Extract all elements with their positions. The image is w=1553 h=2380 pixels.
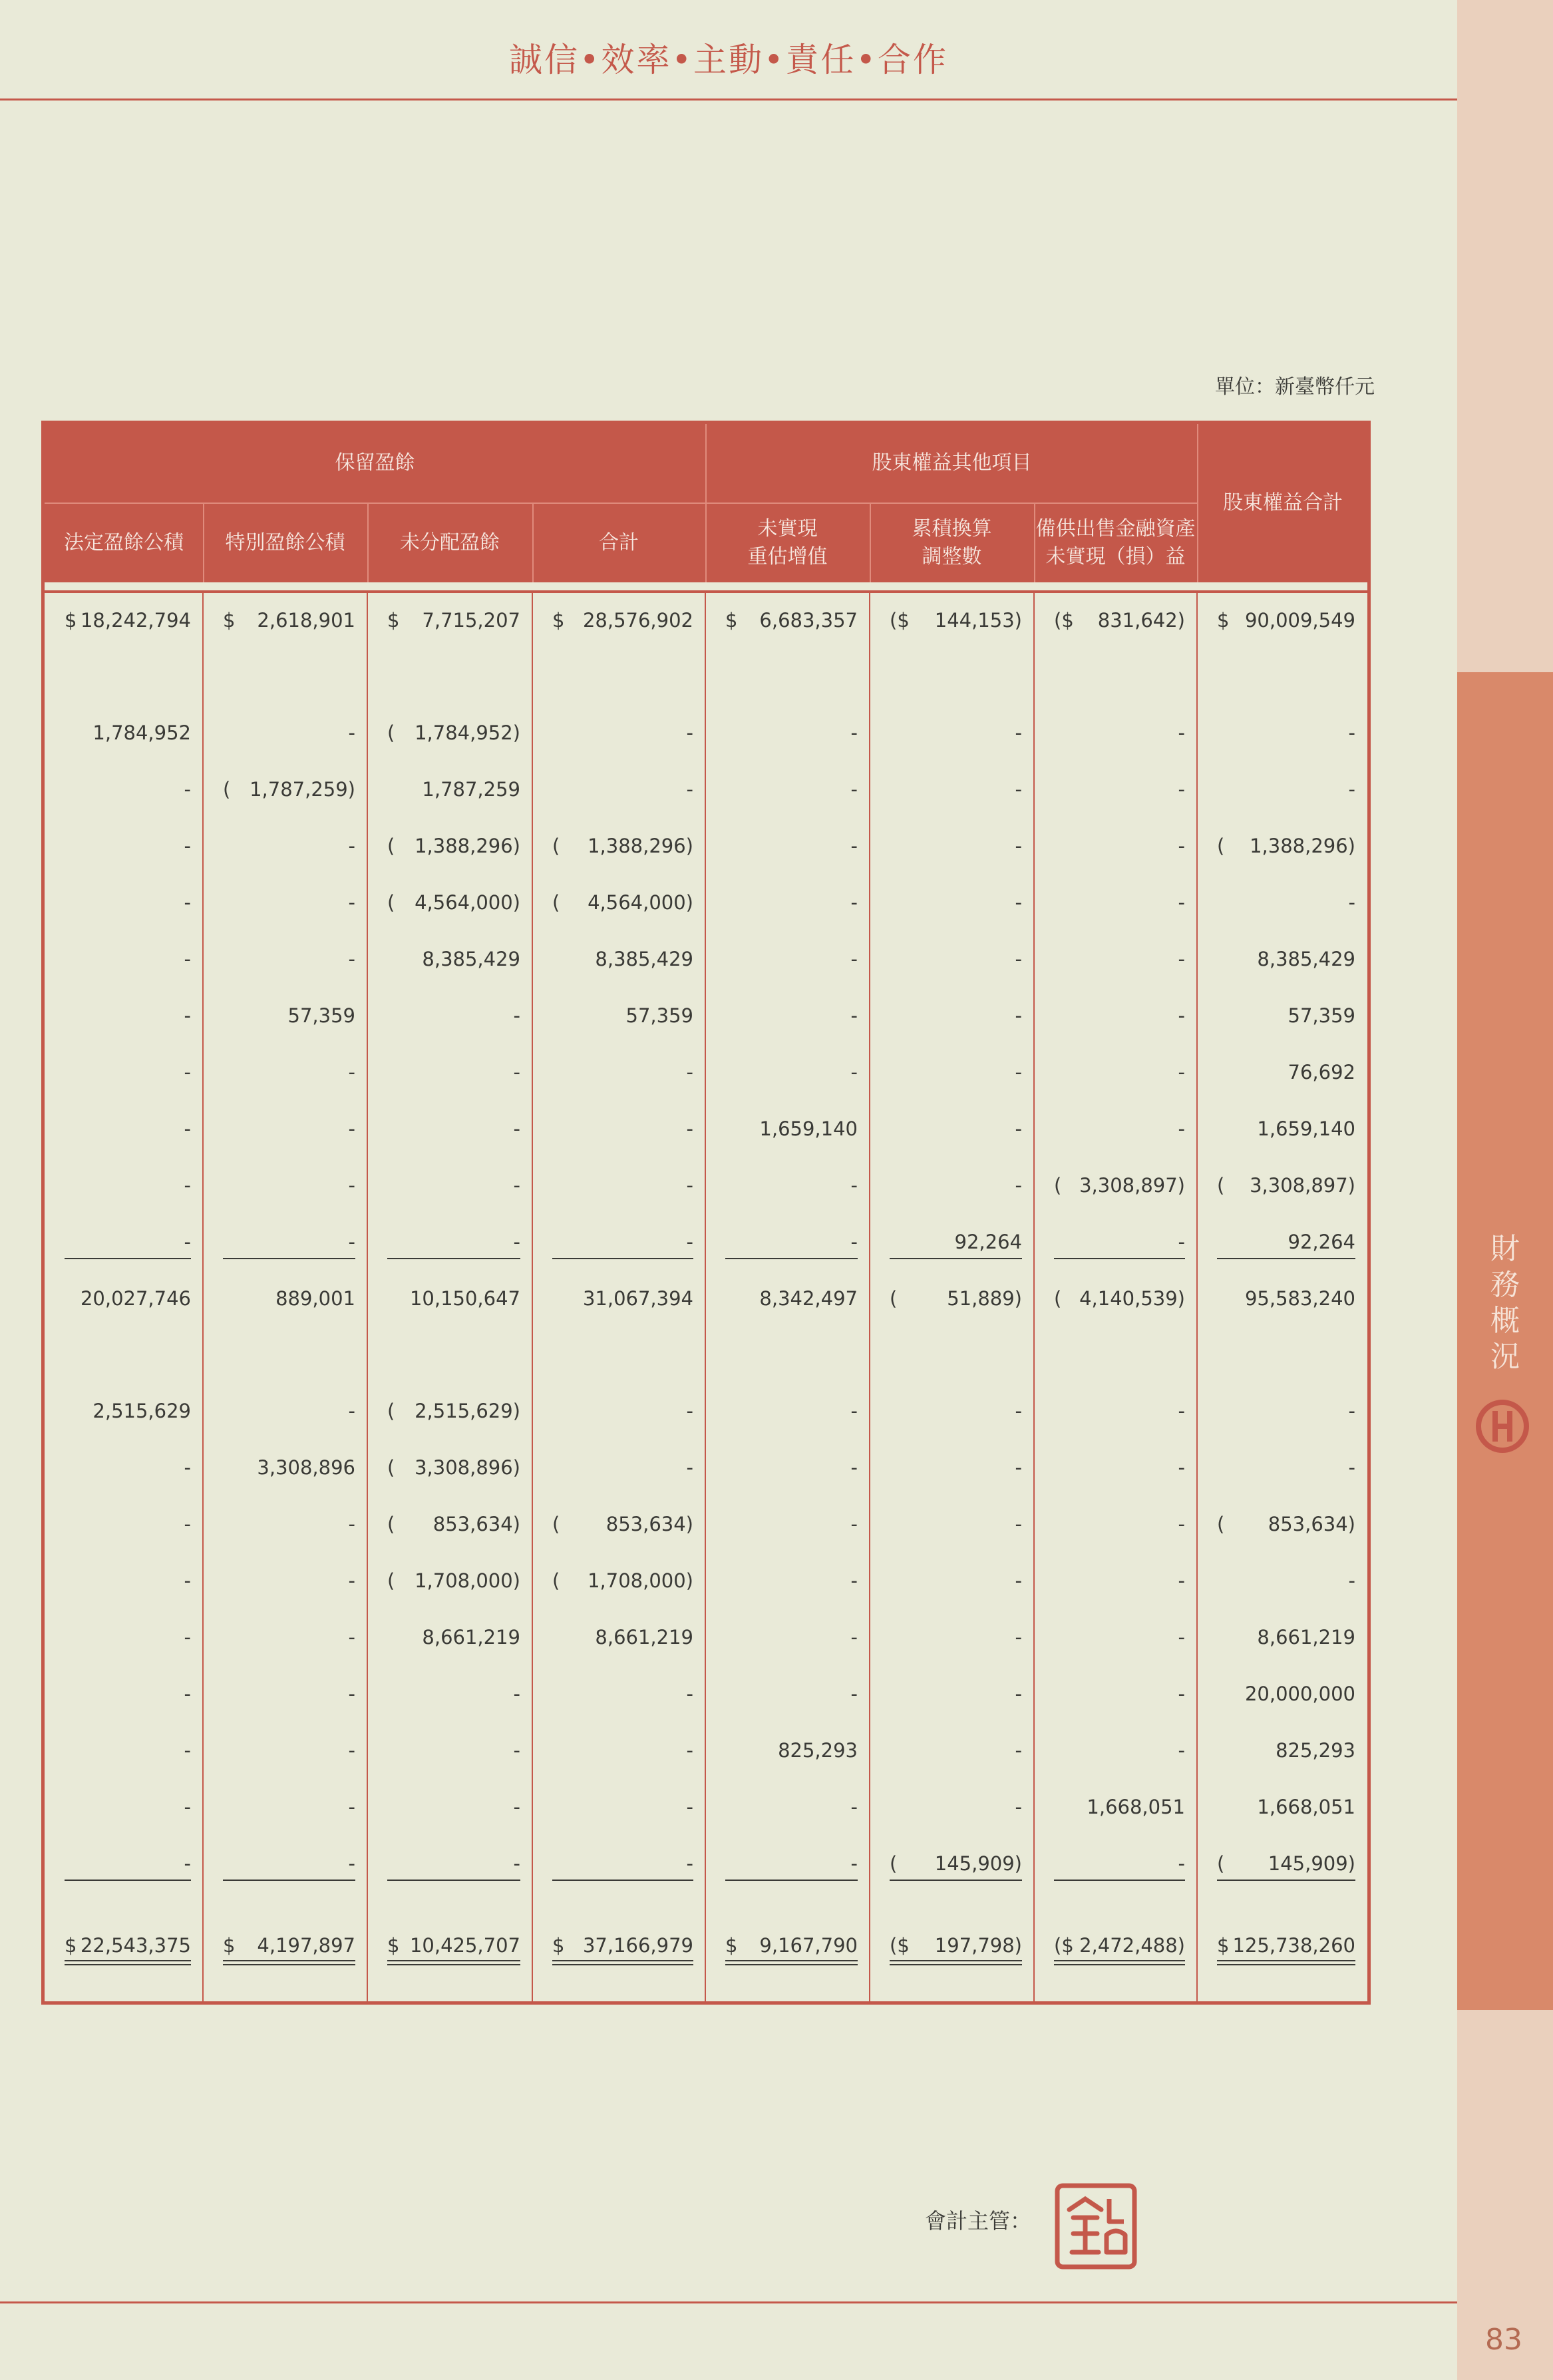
table-row	[45, 1109, 1367, 1149]
cell-equity-total: -	[1348, 778, 1355, 801]
cell-afs-unrealized: -	[1178, 1739, 1185, 1762]
cell-revaluation: -	[850, 1852, 858, 1875]
unit-label: 單位：新臺幣仟元	[1215, 375, 1375, 399]
column-header-retained-total: 合計	[599, 531, 639, 554]
cell-legal-reserve: -	[184, 1796, 191, 1818]
table-row	[45, 1165, 1367, 1205]
cell-legal-reserve: $ 22,543,375	[65, 1934, 191, 1957]
cell-special-reserve: 57,359	[287, 1004, 355, 1027]
column-header-translation: 累積換算 調整數	[912, 517, 992, 568]
cell-special-reserve: ( 1,787,259)	[223, 778, 355, 801]
cell-legal-reserve: -	[184, 1174, 191, 1197]
cell-translation: -	[1015, 1796, 1022, 1818]
table-row	[45, 713, 1367, 753]
cell-revaluation: $ 9,167,790	[725, 1934, 858, 1957]
cell-afs-unrealized: -	[1178, 1061, 1185, 1084]
cell-afs-unrealized: ($ 2,472,488)	[1054, 1934, 1185, 1957]
top-rule	[0, 99, 1457, 100]
company-logo-icon	[1474, 1398, 1531, 1455]
table-header	[45, 424, 1367, 582]
cell-legal-reserve: -	[184, 1569, 191, 1592]
cell-afs-unrealized: -	[1178, 1852, 1185, 1875]
cell-equity-total: 825,293	[1276, 1739, 1355, 1762]
cell-special-reserve: -	[348, 1852, 355, 1875]
cell-retained-total: $ 37,166,979	[552, 1934, 693, 1957]
group-header-total: 股東權益合計	[1223, 491, 1343, 514]
cell-retained-total: ( 4,564,000)	[552, 891, 693, 914]
cell-retained-total: 57,359	[625, 1004, 693, 1027]
cell-afs-unrealized: ($ 831,642)	[1054, 609, 1185, 632]
cell-unappropriated: ( 1,784,952)	[387, 721, 520, 744]
cell-equity-total: 1,668,051	[1257, 1796, 1355, 1818]
cell-equity-total: 1,659,140	[1257, 1117, 1355, 1140]
cell-unappropriated: -	[513, 1061, 520, 1084]
cell-translation: 92,264	[954, 1231, 1022, 1253]
cell-translation: ($ 144,153)	[890, 609, 1022, 632]
cell-equity-total: ( 1,388,296)	[1217, 835, 1355, 857]
page-number: 83	[1485, 2323, 1522, 2357]
cell-special-reserve: -	[348, 1174, 355, 1197]
cell-special-reserve: -	[348, 721, 355, 744]
cell-translation: -	[1015, 1739, 1022, 1762]
cell-translation: -	[1015, 891, 1022, 914]
cell-revaluation: -	[850, 1061, 858, 1084]
cell-retained-total: -	[686, 1400, 693, 1422]
cell-retained-total: -	[686, 1796, 693, 1818]
cell-unappropriated: 10,150,647	[409, 1287, 520, 1310]
cell-unappropriated: ( 1,708,000)	[387, 1569, 520, 1592]
cell-special-reserve: -	[348, 1569, 355, 1592]
cell-legal-reserve: -	[184, 1004, 191, 1027]
cell-legal-reserve: -	[184, 1683, 191, 1705]
cell-translation: -	[1015, 1513, 1022, 1535]
official-seal-stamp	[1055, 2183, 1137, 2270]
cell-afs-unrealized: ( 4,140,539)	[1054, 1287, 1185, 1310]
cell-afs-unrealized: ( 3,308,897)	[1054, 1174, 1185, 1197]
cell-translation: -	[1015, 1569, 1022, 1592]
cell-translation: -	[1015, 948, 1022, 970]
cell-legal-reserve: -	[184, 948, 191, 970]
table-row	[45, 1787, 1367, 1827]
cell-retained-total: $ 28,576,902	[552, 609, 693, 632]
cell-translation: -	[1015, 835, 1022, 857]
cell-legal-reserve: -	[184, 1739, 191, 1762]
cell-retained-total: -	[686, 1683, 693, 1705]
cell-legal-reserve: -	[184, 835, 191, 857]
cell-translation: ( 51,889)	[890, 1287, 1022, 1310]
cell-revaluation: -	[850, 1683, 858, 1705]
cell-revaluation: $ 6,683,357	[725, 609, 858, 632]
cell-translation: -	[1015, 1004, 1022, 1027]
cell-retained-total: -	[686, 778, 693, 801]
table-row	[45, 1925, 1367, 1965]
cell-afs-unrealized: -	[1178, 1626, 1185, 1649]
cell-equity-total: 20,000,000	[1244, 1683, 1355, 1705]
table-row	[45, 1561, 1367, 1601]
cell-revaluation: -	[850, 778, 858, 801]
cell-revaluation: -	[850, 1400, 858, 1422]
cell-equity-total: ( 145,909)	[1217, 1852, 1355, 1875]
cell-translation: ($ 197,798)	[890, 1934, 1022, 1957]
cell-revaluation: 1,659,140	[759, 1117, 858, 1140]
table-row	[45, 826, 1367, 866]
cell-equity-total: $ 90,009,549	[1217, 609, 1355, 632]
cell-revaluation: -	[850, 1626, 858, 1649]
cell-equity-total: $ 125,738,260	[1217, 1934, 1355, 1957]
cell-afs-unrealized: -	[1178, 1004, 1185, 1027]
cell-legal-reserve: -	[184, 1513, 191, 1535]
cell-special-reserve: -	[348, 1117, 355, 1140]
cell-equity-total: 57,359	[1288, 1004, 1355, 1027]
cell-afs-unrealized: -	[1178, 778, 1185, 801]
table-row	[45, 1504, 1367, 1544]
cell-legal-reserve: 1,784,952	[92, 721, 191, 744]
cell-afs-unrealized: -	[1178, 1117, 1185, 1140]
cell-afs-unrealized: -	[1178, 1683, 1185, 1705]
cell-unappropriated: $ 10,425,707	[387, 1934, 520, 1957]
group-header-retained: 保留盈餘	[335, 451, 415, 475]
table-row	[45, 1617, 1367, 1657]
cell-legal-reserve: -	[184, 1117, 191, 1140]
cell-retained-total: -	[686, 1117, 693, 1140]
cell-legal-reserve: 20,027,746	[80, 1287, 191, 1310]
page-motto: 誠信•效率•主動•責任•合作	[509, 41, 948, 79]
column-header-unappropriated: 未分配盈餘	[400, 531, 500, 554]
cell-retained-total: 31,067,394	[582, 1287, 693, 1310]
cell-equity-total: -	[1348, 1400, 1355, 1422]
cell-revaluation: -	[850, 1231, 858, 1253]
table-row	[45, 600, 1367, 640]
cell-retained-total: ( 853,634)	[552, 1513, 693, 1535]
cell-retained-total: 8,385,429	[595, 948, 693, 970]
cell-retained-total: -	[686, 1739, 693, 1762]
cell-afs-unrealized: -	[1178, 1231, 1185, 1253]
cell-afs-unrealized: -	[1178, 1513, 1185, 1535]
cell-special-reserve: -	[348, 1400, 355, 1422]
header-divider	[45, 582, 1367, 593]
cell-special-reserve: 889,001	[275, 1287, 355, 1310]
cell-retained-total: -	[686, 1456, 693, 1479]
cell-unappropriated: 8,385,429	[422, 948, 520, 970]
cell-unappropriated: ( 4,564,000)	[387, 891, 520, 914]
cell-equity-total: -	[1348, 891, 1355, 914]
cell-afs-unrealized: 1,668,051	[1087, 1796, 1185, 1818]
cell-translation: -	[1015, 721, 1022, 744]
cell-translation: -	[1015, 1400, 1022, 1422]
cell-retained-total: -	[686, 1852, 693, 1875]
cell-retained-total: -	[686, 1174, 693, 1197]
cell-afs-unrealized: -	[1178, 1456, 1185, 1479]
cell-special-reserve: -	[348, 1061, 355, 1084]
cell-afs-unrealized: -	[1178, 1400, 1185, 1422]
cell-special-reserve: -	[348, 1796, 355, 1818]
cell-unappropriated: ( 3,308,896)	[387, 1456, 520, 1479]
cell-equity-total: 76,692	[1288, 1061, 1355, 1084]
cell-translation: -	[1015, 1174, 1022, 1197]
cell-revaluation: -	[850, 1174, 858, 1197]
cell-translation: -	[1015, 1117, 1022, 1140]
bottom-rule	[0, 2301, 1457, 2303]
cell-afs-unrealized: -	[1178, 835, 1185, 857]
cell-translation: -	[1015, 1626, 1022, 1649]
cell-revaluation: -	[850, 1796, 858, 1818]
cell-special-reserve: $ 4,197,897	[223, 1934, 355, 1957]
cell-retained-total: ( 1,388,296)	[552, 835, 693, 857]
cell-equity-total: -	[1348, 721, 1355, 744]
cell-afs-unrealized: -	[1178, 721, 1185, 744]
cell-special-reserve: -	[348, 835, 355, 857]
table-row	[45, 1279, 1367, 1318]
cell-translation: -	[1015, 1061, 1022, 1084]
cell-afs-unrealized: -	[1178, 1569, 1185, 1592]
cell-revaluation: 8,342,497	[759, 1287, 858, 1310]
table-row	[45, 883, 1367, 922]
cell-special-reserve: -	[348, 1739, 355, 1762]
cell-revaluation: 825,293	[778, 1739, 858, 1762]
cell-translation: -	[1015, 1683, 1022, 1705]
table-row	[45, 769, 1367, 809]
cell-equity-total: 8,385,429	[1257, 948, 1355, 970]
cell-translation: -	[1015, 1456, 1022, 1479]
cell-legal-reserve: -	[184, 1231, 191, 1253]
cell-equity-total: 95,583,240	[1244, 1287, 1355, 1310]
table-row	[45, 1052, 1367, 1092]
table-row	[45, 939, 1367, 979]
cell-unappropriated: -	[513, 1117, 520, 1140]
cell-equity-total: 8,661,219	[1257, 1626, 1355, 1649]
column-header-special-reserve: 特別盈餘公積	[225, 531, 345, 554]
cell-equity-total: 92,264	[1288, 1231, 1355, 1253]
cell-special-reserve: -	[348, 891, 355, 914]
table-row	[45, 1730, 1367, 1770]
group-header-other: 股東權益其他項目	[872, 451, 1032, 475]
cell-retained-total: -	[686, 1231, 693, 1253]
accounting-manager-label: 會計主管：	[925, 2208, 1032, 2234]
cell-revaluation: -	[850, 835, 858, 857]
cell-legal-reserve: -	[184, 778, 191, 801]
cell-revaluation: -	[850, 891, 858, 914]
cell-special-reserve: 3,308,896	[257, 1456, 355, 1479]
cell-equity-total: -	[1348, 1569, 1355, 1592]
cell-translation: ( 145,909)	[890, 1852, 1022, 1875]
cell-special-reserve: -	[348, 1231, 355, 1253]
cell-legal-reserve: $ 18,242,794	[65, 609, 191, 632]
cell-revaluation: -	[850, 721, 858, 744]
table-row	[45, 1844, 1367, 1884]
equity-statement-table	[41, 421, 1371, 2005]
column-header-afs-unrealized: 備供出售金融資產 未實現（損）益	[1035, 517, 1196, 568]
cell-unappropriated: -	[513, 1739, 520, 1762]
cell-unappropriated: -	[513, 1174, 520, 1197]
cell-unappropriated: $ 7,715,207	[387, 609, 520, 632]
cell-special-reserve: -	[348, 1683, 355, 1705]
cell-revaluation: -	[850, 1569, 858, 1592]
cell-revaluation: -	[850, 1004, 858, 1027]
cell-retained-total: ( 1,708,000)	[552, 1569, 693, 1592]
cell-revaluation: -	[850, 1456, 858, 1479]
table-row	[45, 1391, 1367, 1431]
column-header-revaluation: 未實現 重估增值	[747, 517, 828, 568]
cell-retained-total: -	[686, 721, 693, 744]
cell-revaluation: -	[850, 1513, 858, 1535]
cell-legal-reserve: -	[184, 1456, 191, 1479]
cell-special-reserve: $ 2,618,901	[223, 609, 355, 632]
cell-legal-reserve: -	[184, 1626, 191, 1649]
cell-unappropriated: ( 853,634)	[387, 1513, 520, 1535]
cell-unappropriated: ( 1,388,296)	[387, 835, 520, 857]
cell-unappropriated: -	[513, 1231, 520, 1253]
cell-legal-reserve: 2,515,629	[92, 1400, 191, 1422]
cell-unappropriated: 1,787,259	[422, 778, 520, 801]
cell-translation: -	[1015, 778, 1022, 801]
cell-equity-total: ( 853,634)	[1217, 1513, 1355, 1535]
cell-afs-unrealized: -	[1178, 891, 1185, 914]
cell-unappropriated: -	[513, 1004, 520, 1027]
side-section-title: 財 務 概 況	[1490, 1232, 1520, 1374]
cell-legal-reserve: -	[184, 891, 191, 914]
cell-equity-total: ( 3,308,897)	[1217, 1174, 1355, 1197]
cell-special-reserve: -	[348, 948, 355, 970]
cell-unappropriated: 8,661,219	[422, 1626, 520, 1649]
cell-unappropriated: -	[513, 1683, 520, 1705]
cell-afs-unrealized: -	[1178, 948, 1185, 970]
table-row	[45, 1674, 1367, 1714]
cell-legal-reserve: -	[184, 1852, 191, 1875]
cell-revaluation: -	[850, 948, 858, 970]
cell-equity-total: -	[1348, 1456, 1355, 1479]
cell-unappropriated: -	[513, 1796, 520, 1818]
cell-retained-total: 8,661,219	[595, 1626, 693, 1649]
cell-unappropriated: -	[513, 1852, 520, 1875]
table-row	[45, 1448, 1367, 1487]
cell-unappropriated: ( 2,515,629)	[387, 1400, 520, 1422]
cell-special-reserve: -	[348, 1626, 355, 1649]
cell-legal-reserve: -	[184, 1061, 191, 1084]
cell-retained-total: -	[686, 1061, 693, 1084]
cell-special-reserve: -	[348, 1513, 355, 1535]
table-row	[45, 1222, 1367, 1262]
table-row	[45, 996, 1367, 1036]
column-header-legal-reserve: 法定盈餘公積	[64, 531, 184, 554]
